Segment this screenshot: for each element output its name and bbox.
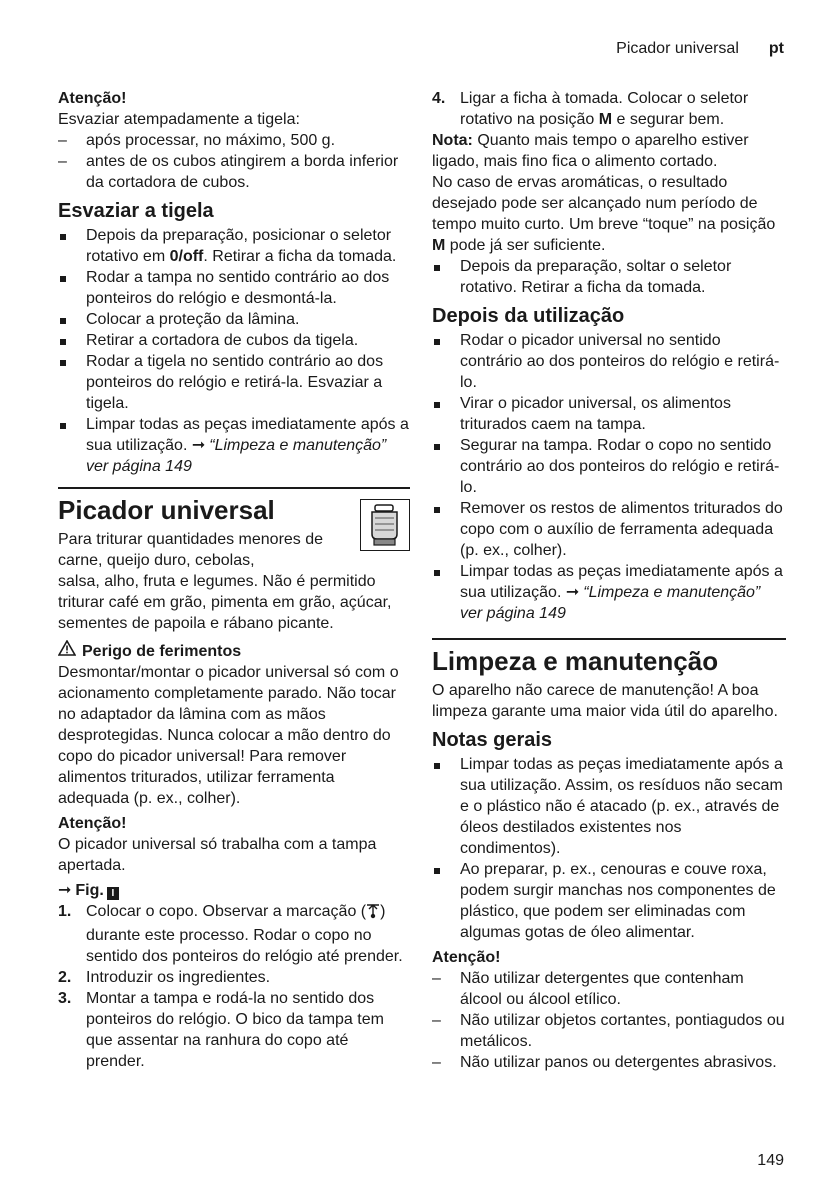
list-item: Depois da preparação, soltar o seletor rotativo. Retirar a ficha da tomada.	[432, 256, 786, 298]
section-heading-depois: Depois da utilização	[432, 305, 625, 327]
header-language: pt	[768, 40, 784, 57]
cross-reference-link[interactable]: “Limpeza e manutenção” ver página 149	[460, 584, 761, 622]
header-section-title: Picador universal	[616, 40, 739, 57]
picador-intro	[58, 495, 410, 634]
section-divider	[58, 487, 410, 1072]
list-item: – antes de os cubos atingirem a borda inferior da cortadora de cubos.	[58, 151, 410, 193]
page-header	[616, 38, 784, 59]
figure-number-badge: I	[107, 887, 119, 900]
arrow-right-icon: ➞	[565, 584, 580, 601]
list-item: Rodar o picador universal no sentido contrário ao dos ponteiros do relógio e retirá-lo.	[432, 330, 786, 393]
attention-text: Esvaziar atempadamente a tigela:	[58, 111, 300, 128]
warning-text: Desmontar/montar o picador universal só com o acionamento completamente parado. Não tocar no adaptador da lâmina com as mãos desprotegidas. Nunca colocar a mão dentro do copo do picador universal! Para remover alimentos triturados, utilizar ferramenta adequada (p. ex., colher).	[58, 664, 399, 807]
step-item: 1. Colocar o copo. Observar a marcação ( ) durante este processo. Rodar o copo no sentido dos ponteiros do relógio até prender.	[58, 903, 403, 965]
list-item: Limpar todas as peças imediatamente após a sua utilização. ➞ “Limpeza e manutenção” ver página 149	[58, 414, 410, 477]
attention-list	[58, 130, 410, 193]
list-item: Retirar a cortadora de cubos da tigela.	[58, 330, 410, 351]
section-heading-notas: Notas gerais	[432, 729, 553, 751]
list-item: Rodar a tigela no sentido contrário ao dos ponteiros do relógio e retirá-la. Esvaziar a tigela.	[58, 351, 410, 414]
right-column	[432, 88, 786, 1073]
cross-reference-link[interactable]: “Limpeza e manutenção” ver página 149	[86, 437, 387, 475]
left-column	[58, 88, 410, 1072]
list-item: Virar o picador universal, os alimentos triturados caem na tampa.	[432, 393, 786, 435]
list-item: – após processar, no máximo, 500 g.	[58, 130, 410, 151]
steps-list	[58, 901, 410, 1072]
list-item: Depois da preparação, posicionar o seletor rotativo em 0/off. Retirar a ficha da tomada.	[58, 225, 410, 267]
warning-triangle-icon	[58, 640, 76, 662]
attention-label: Atenção!	[58, 90, 127, 107]
note-text-continued: No caso de ervas aromáticas, o resultado desejado pode ser alcançado num período de tempo muito curto. Um breve “toque” na posição M pode já ser suficiente.	[432, 174, 776, 254]
section-title-limpeza: Limpeza e manutenção	[432, 646, 719, 676]
attention-text: O picador universal só trabalha com a tampa apertada.	[58, 836, 377, 874]
note-text: Nota: Quanto mais tempo o aparelho estiver ligado, mais fino fica o alimento cortado.	[432, 132, 749, 170]
list-item: – Não utilizar detergentes que contenham álcool ou álcool etílico.	[432, 968, 786, 1010]
attention-list	[432, 968, 786, 1073]
lock-mark-icon	[366, 903, 380, 925]
warning-title: Perigo de ferimentos	[82, 642, 242, 660]
section-title-picador: Picador universal	[58, 495, 275, 525]
section-heading-esvaziar: Esvaziar a tigela	[58, 200, 214, 222]
note-list	[432, 256, 786, 298]
attention-label: Atenção!	[432, 949, 501, 966]
notas-list	[432, 754, 786, 943]
page-number: 149	[757, 1152, 784, 1169]
picador-intro-text: Para triturar quantidades menores de carne, queijo duro, cebolas,	[58, 531, 324, 569]
list-item: Limpar todas as peças imediatamente após a sua utilização. ➞ “Limpeza e manutenção” ver página 149	[432, 561, 786, 624]
picador-intro-text-continued: salsa, alho, fruta e legumes. Não é permitido triturar café em grão, pimenta em grão, açúcar, sementes de papoila e rábano picante.	[58, 573, 392, 632]
warning-heading	[58, 640, 410, 662]
list-item: Remover os restos de alimentos triturados do copo com o auxílio de ferramenta adequada (p. ex., colher).	[432, 498, 786, 561]
arrow-right-icon: ➞	[58, 882, 72, 899]
esvaziar-list	[58, 225, 410, 477]
universal-chopper-icon	[360, 499, 410, 551]
list-item: – Não utilizar objetos cortantes, pontiagudos ou metálicos.	[432, 1010, 786, 1052]
step-item: 4. Ligar a ficha à tomada. Colocar o seletor rotativo na posição M e segurar bem.	[432, 90, 749, 128]
step-item: 3. Montar a tampa e rodá-la no sentido dos ponteiros do relógio. O bico da tampa tem que assentar na ranhura do copo até prender.	[58, 990, 384, 1070]
list-item: Limpar todas as peças imediatamente após a sua utilização. Assim, os resíduos não secam e o plástico não é atacado (p. ex., através de óleos destilados existentes nos condimentos).	[432, 754, 786, 859]
list-item: Colocar a proteção da lâmina.	[58, 309, 410, 330]
limpeza-text: O aparelho não carece de manutenção! A boa limpeza garante uma maior vida útil do aparelho.	[432, 682, 778, 720]
arrow-right-icon: ➞	[191, 437, 206, 454]
attention-label: Atenção!	[58, 815, 127, 832]
section-divider	[432, 638, 786, 1073]
figure-reference: ➞ Fig. I	[58, 880, 410, 901]
list-item: – Não utilizar panos ou detergentes abrasivos.	[432, 1052, 786, 1073]
list-item: Segurar na tampa. Rodar o copo no sentido contrário ao dos ponteiros do relógio e retirá-lo.	[432, 435, 786, 498]
list-item: Ao preparar, p. ex., cenouras e couve roxa, podem surgir manchas nos componentes de plástico, que podem ser eliminadas com algumas gotas de óleo alimentar.	[432, 859, 786, 943]
depois-list	[432, 330, 786, 624]
step-item: 2. Introduzir os ingredientes.	[58, 969, 271, 986]
steps-list-continued	[432, 88, 786, 130]
list-item: Rodar a tampa no sentido contrário ao dos ponteiros do relógio e desmontá-la.	[58, 267, 410, 309]
